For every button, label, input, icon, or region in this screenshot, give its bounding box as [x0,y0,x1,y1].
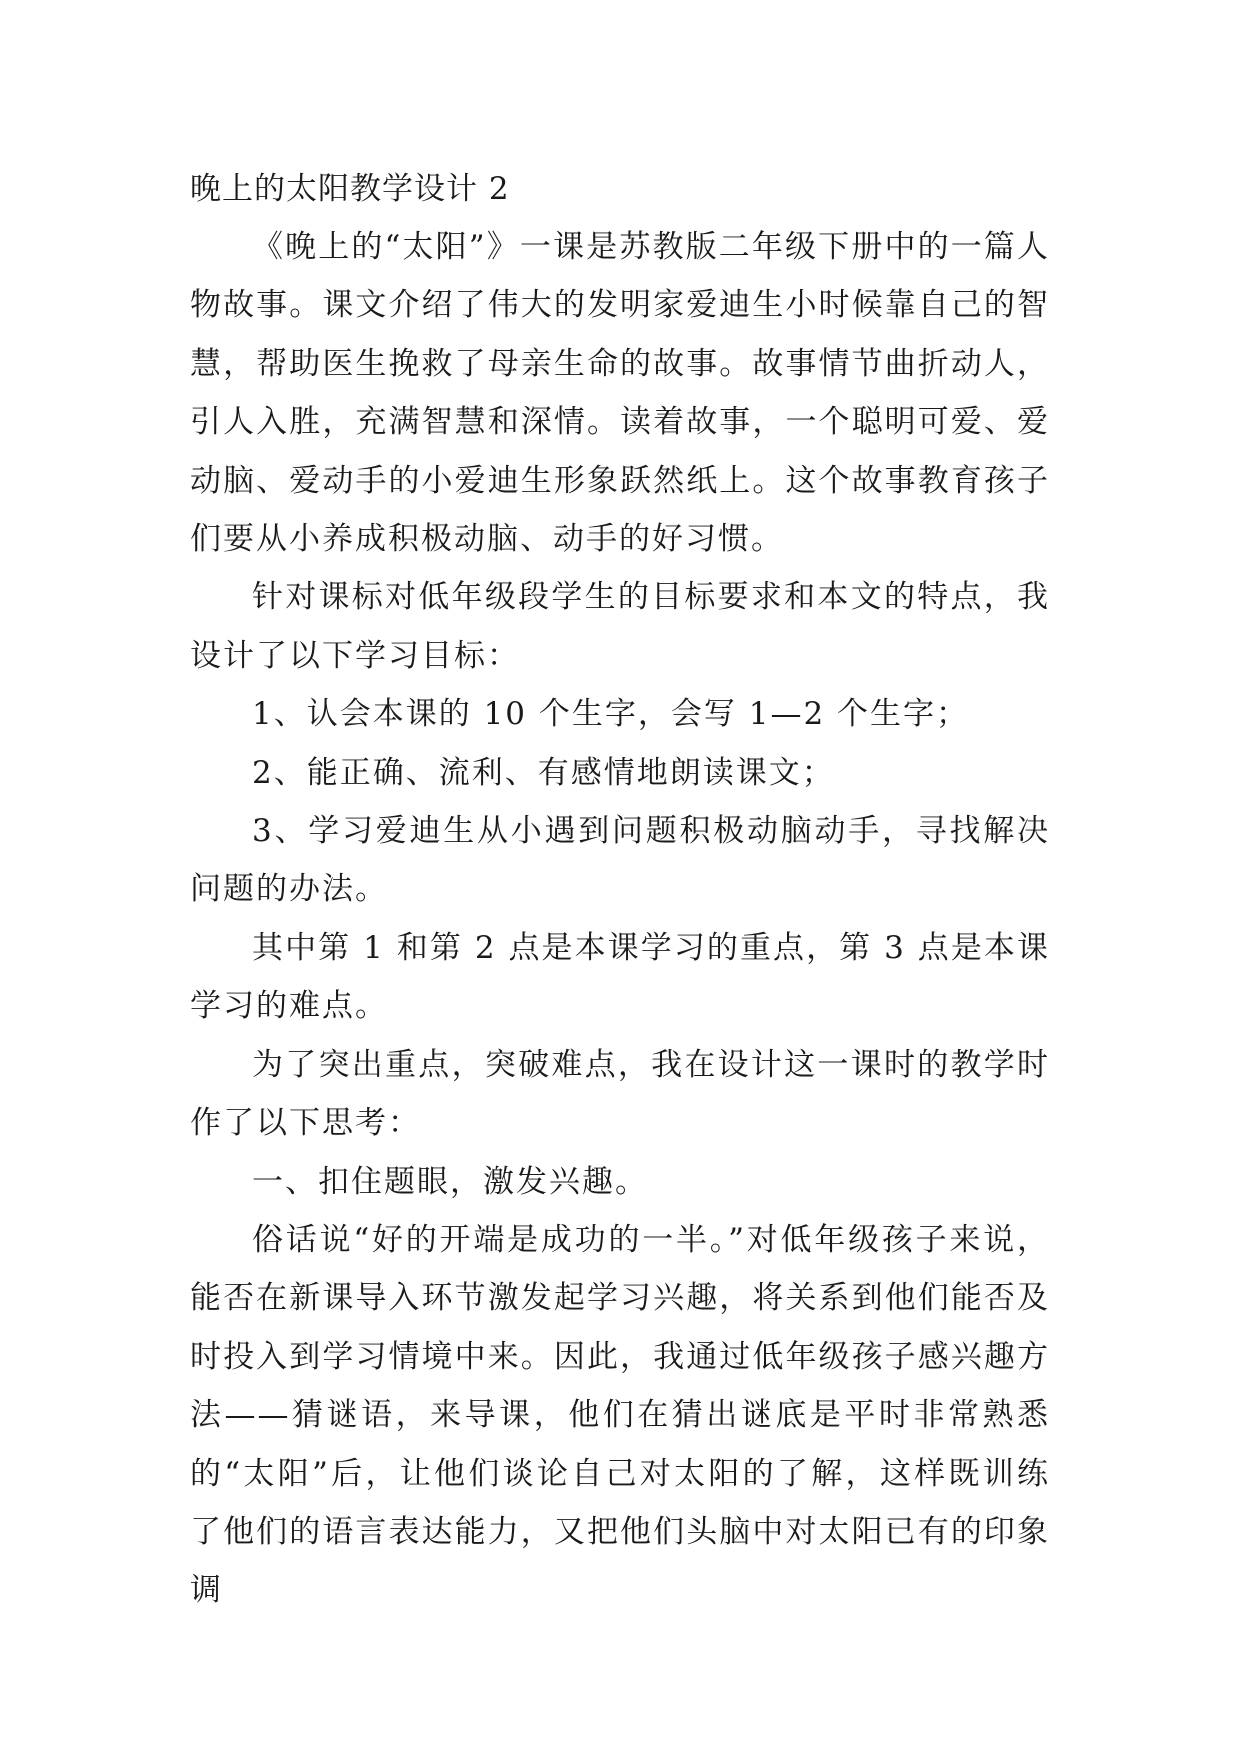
document-title: 晚上的太阳教学设计 2 [190,171,510,207]
paragraph-goal-2: 2、能正确、流利、有感情地朗读课文； [252,754,835,791]
document-body [190,160,1050,1620]
paragraph-section-1-heading: 一、扣住题眼，激发兴趣。 [252,1163,648,1200]
paragraph-section-1-body: 俗话说“好的开端是成功的一半。”对低年级孩子来说，能否在新课导入环节激发起学习兴趣，将关系到他们能否及时投入到学习情境中来。因此，我通过低年级孩子感兴趣方法——猜谜语，来导课，他们在猜出谜底是平时非常熟悉的“太阳”后，让他们谈论自己对太阳的了解，这样既训练了他们的语言表达能力，又把他们头脑中对太阳已有的印象调 [190,1221,1050,1609]
paragraph-thinking: 为了突出重点，突破难点，我在设计这一课时的教学时作了以下思考： [190,1046,1050,1142]
paragraph-intro: 《晚上的“太阳”》一课是苏教版二年级下册中的一篇人物故事。课文介绍了伟大的发明家爱迪生小时候靠自己的智慧，帮助医生挽救了母亲生命的故事。故事情节曲折动人，引人入胜，充满智慧和深情。读着故事，一个聪明可爱、爱动脑、爱动手的小爱迪生形象跃然纸上。这个故事教育孩子们要从小养成积极动脑、动手的好习惯。 [190,229,1050,558]
paragraph-focus: 其中第 1 和第 2 点是本课学习的重点，第 3 点是本课学习的难点。 [190,929,1050,1025]
paragraph-goal-1: 1、认会本课的 10 个生字，会写 1—2 个生字； [252,696,970,733]
paragraph-goals-intro: 针对课标对低年级段学生的目标要求和本文的特点，我设计了以下学习目标： [190,579,1050,674]
paragraph-goal-3: 3、学习爱迪生从小遇到问题积极动脑动手，寻找解决问题的办法。 [190,813,1050,908]
